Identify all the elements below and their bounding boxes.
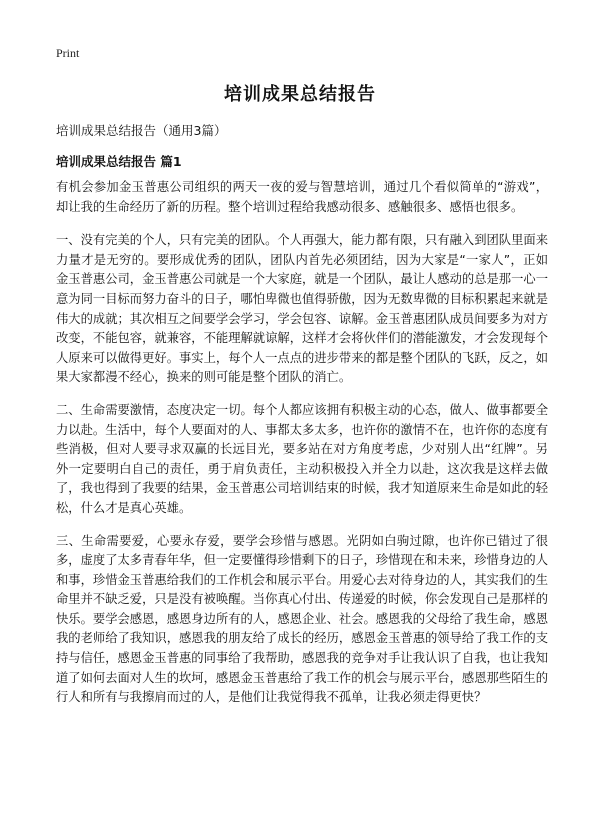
section-heading: 培训成果总结报告 篇1 xyxy=(56,154,182,169)
paragraph-one: 一、没有完美的个人，只有完美的团队。个人再强大，能力都有限，只有融入到团队里面来力量才是无穷的。要形成优秀的团队，团队内首先必须团结，因为大家是“一家人”，正如金玉普惠公司，金玉普惠公司就是一个大家庭，就是一个团队，最让人感动的总是那一心一意为同一目标而努力奋斗的日子，哪怕卑微也值得骄傲，因为无数卑微的目标积累起来就是伟大的成就；其次相互之间要学会学习，学会包容、谅解。金玉普惠团队成员间要多为对方改变，不能包容，就兼容，不能理解就谅解，这样才会将伙伴们的潜能激发，才会发现每个人原来可以做得更好。事实上，每个人一点点的进步带来的都是整个团队的飞跃，反之，如果大家都漫不经心，换来的则可能是整个团队的消亡。 xyxy=(56,233,548,385)
paragraph-intro: 有机会参加金玉普惠公司组织的两天一夜的爱与智慧培训，通过几个看似简单的“游戏”，却让我的生命经历了新的历程。整个培训过程给我感动很多、感触很多、感悟也很多。 xyxy=(56,180,548,214)
document-body xyxy=(56,178,548,721)
page-title: 培训成果总结报告 xyxy=(224,84,376,105)
document-subtitle: 培训成果总结报告（通用3篇） xyxy=(56,123,227,138)
paragraph-two: 二、生命需要激情，态度决定一切。每个人都应该拥有积极主动的心态，做人、做事都要全力以赴。生活中，每个人要面对的人、事都太多太多，也许你的激情不在，也许你的态度有些消极，但对人要寻求双赢的长远目光，要多站在对方角度考虑，少对别人出“红牌”。另外一定要明白自己的责任，勇于肩负责任，主动积极投入并全力以赴，这次我是这样去做了，我也得到了我要的结果，金玉普惠公司培训结束的时候，我才知道原来生命是如此的轻松，什么才是真心英雄。 xyxy=(56,402,548,515)
print-link[interactable]: Print xyxy=(56,46,80,60)
paragraph-three: 三、生命需要爱，心要永存爱，要学会珍惜与感恩。光阴如白驹过隙，也许你已错过了很多，虚度了太多青春年华，但一定要懂得珍惜剩下的日子，珍惜现在和未来，珍惜身边的人和事，珍惜金玉普惠给我们的工作机会和展示平台。用爱心去对待身边的人，其实我们的生命里并不缺乏爱，只是没有被唤醒。当你真心付出、传递爱的时候，你会发现自己是那样的快乐。要学会感恩，感恩身边所有的人，感恩企业、社会。感恩我的父母给了我生命，感恩我的老师给了我知识，感恩我的朋友给了成长的经历，感恩金玉普惠的领导给了我工作的支持与信任，感恩金玉普惠的同事给了我帮助，感恩我的竞争对手让我认识了自我，也让我知道了如何去面对人生的坎坷，感恩金玉普惠给了我工作的机会与展示平台，感恩那些陌生的行人和所有与我擦肩而过的人，是他们让我觉得我不孤单，让我必须走得更快？ xyxy=(56,533,548,705)
